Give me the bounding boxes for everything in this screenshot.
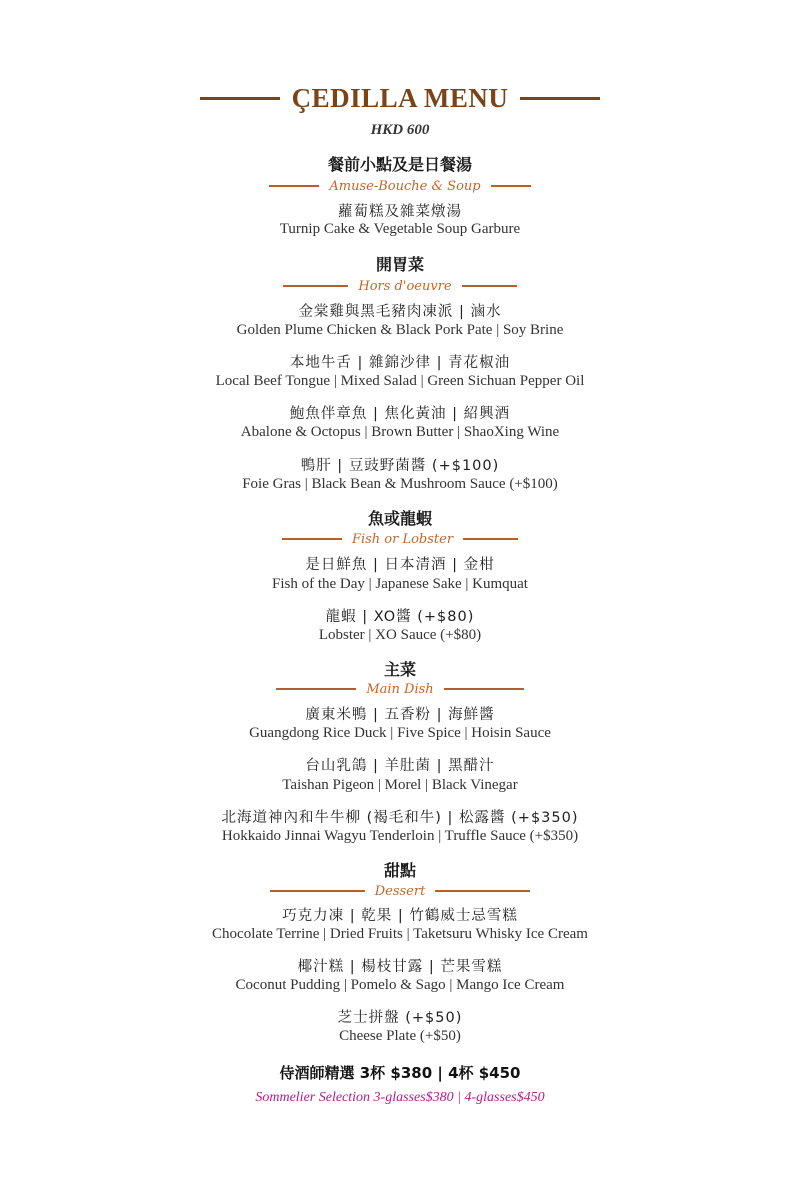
- section-title-en: Fish or Lobster: [351, 531, 454, 547]
- dish-en: Fish of the Day | Japanese Sake | Kumquat: [272, 576, 528, 592]
- section-title-en: Dessert: [374, 883, 426, 899]
- dish-zh: 北海道神內和牛牛柳 (褐毛和牛) | 松露醬 (+$350): [221, 810, 579, 826]
- section-rule-left: [276, 688, 356, 690]
- section-rule-left: [282, 538, 342, 540]
- dish-zh: 椰汁糕 | 楊枝甘露 | 芒果雪糕: [297, 959, 503, 975]
- dish-zh: 鮑魚伴章魚 | 焦化黃油 | 紹興酒: [289, 406, 511, 422]
- sommelier-title-zh: 侍酒師精選 3杯 $380 | 4杯 $450: [279, 1064, 521, 1082]
- section-rule-right: [463, 538, 518, 540]
- dish-zh: 是日鮮魚 | 日本清酒 | 金柑: [305, 557, 495, 573]
- menu-header: [0, 78, 800, 118]
- section-title-zh: 魚或龍蝦: [367, 509, 432, 528]
- dish-en: Foie Gras | Black Bean & Mushroom Sauce (+$100): [242, 476, 558, 492]
- title-rule-left: [200, 97, 280, 100]
- section-title-en-row: [0, 176, 800, 196]
- section-title-zh: 主菜: [383, 660, 416, 679]
- section-title-en-row: [0, 679, 800, 699]
- menu-title: ÇEDILLA MENU: [291, 82, 509, 113]
- dish-zh: 鴨肝 | 豆豉野菌醬 (+$100): [300, 458, 500, 474]
- dish-zh: 台山乳鴿 | 羊肚菌 | 黑醋汁: [305, 758, 495, 774]
- section-title-zh: 餐前小點及是日餐湯: [327, 155, 472, 174]
- dish-en: Cheese Plate (+$50): [339, 1028, 461, 1044]
- dish-zh: 金棠雞與黑毛豬肉凍派 | 滷水: [298, 304, 502, 320]
- menu-price: HKD 600: [370, 122, 430, 138]
- section-title-en: Main Dish: [366, 681, 434, 697]
- section-title-en-row: [0, 881, 800, 901]
- section-rule-right: [462, 285, 517, 287]
- dish-en: Chocolate Terrine | Dried Fruits | Taketsuru Whisky Ice Cream: [212, 926, 588, 942]
- dish-en: Guangdong Rice Duck | Five Spice | Hoisin Sauce: [249, 725, 551, 741]
- section-rule-right: [491, 185, 531, 187]
- section-title-en: Hors d'oeuvre: [358, 278, 452, 294]
- title-rule-right: [520, 97, 600, 100]
- dish-zh: 龍蝦 | XO醬 (+$80): [325, 609, 475, 625]
- dish-en: Local Beef Tongue | Mixed Salad | Green Sichuan Pepper Oil: [215, 373, 585, 389]
- section-title-en: Amuse-Bouche & Soup: [329, 178, 481, 194]
- section-title-en-row: [0, 276, 800, 296]
- dish-en: Hokkaido Jinnai Wagyu Tenderloin | Truffle Sauce (+$350): [221, 828, 579, 844]
- dish-zh: 巧克力凍 | 乾果 | 竹鶴威士忌雪糕: [282, 908, 518, 924]
- section-title-zh: 開胃菜: [375, 255, 424, 274]
- section-rule-left: [270, 890, 365, 892]
- dish-en: Taishan Pigeon | Morel | Black Vinegar: [282, 777, 518, 793]
- section-title-en-row: [0, 529, 800, 549]
- section-rule-right: [444, 688, 524, 690]
- dish-en: Turnip Cake & Vegetable Soup Garbure: [279, 221, 521, 237]
- dish-en: Lobster | XO Sauce (+$80): [318, 627, 482, 643]
- section-rule-left: [283, 285, 348, 287]
- dish-en: Coconut Pudding | Pomelo & Sago | Mango Ice Cream: [235, 977, 565, 993]
- sommelier-title-en: Sommelier Selection 3-glasses$380 | 4-glasses$450: [255, 1090, 545, 1105]
- section-rule-left: [269, 185, 319, 187]
- section-rule-right: [435, 890, 530, 892]
- dish-en: Golden Plume Chicken & Black Pork Pate | Soy Brine: [236, 322, 564, 338]
- dish-zh: 蘿蔔糕及雜菜燉湯: [338, 204, 462, 220]
- dish-zh: 芝士拼盤 (+$50): [337, 1010, 463, 1026]
- dish-zh: 本地牛舌 | 雜錦沙律 | 青花椒油: [289, 355, 511, 371]
- dish-zh: 廣東米鴨 | 五香粉 | 海鮮醬: [305, 707, 495, 723]
- section-title-zh: 甜點: [383, 861, 416, 880]
- dish-en: Abalone & Octopus | Brown Butter | ShaoXing Wine: [240, 424, 560, 440]
